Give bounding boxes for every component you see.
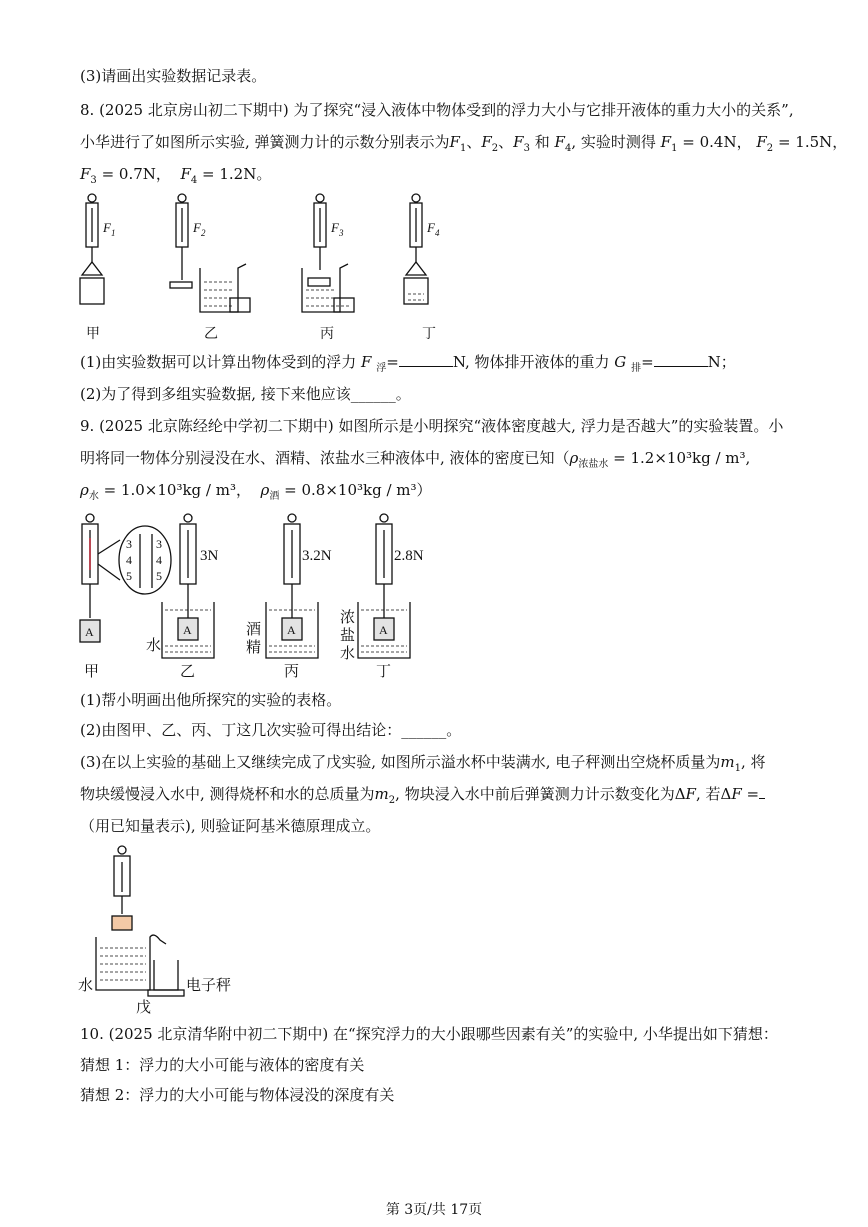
q9-part3-line3: （用已知量表示), 则验证阿基米德原理成立。 (80, 817, 381, 835)
svg-text:甲: 甲 (84, 664, 100, 680)
svg-text:2: 2 (201, 228, 206, 238)
svg-text:盐: 盐 (340, 628, 356, 644)
svg-text:3: 3 (126, 537, 132, 551)
q10-guess1: 猜想 1：浮力的大小可能与液体的密度有关 (80, 1056, 365, 1074)
svg-text:A: A (379, 623, 388, 637)
q9-stem-line2: 明将同一物体分别浸没在水、酒精、浓盐水三种液体中, 液体的密度已知（$\rho_{浓盐水} = 1.2\times 10^3kg / m^3$, (80, 449, 751, 470)
svg-text:4: 4 (126, 553, 132, 567)
q9-reading-ding: 2.8N (394, 548, 424, 564)
q9-part2: (2)由图甲、乙、丙、丁这几次实验可得出结论：______。 (80, 721, 462, 739)
q7-part3: (3)请画出实验数据记录表。 (80, 67, 267, 85)
svg-text:3: 3 (156, 537, 162, 551)
q9-part3-line2: 物块缓慢浸入水中, 测得烧杯和水的总质量为$m_2$, 物块浸入水中前后弹簧测力计示数变化为ΔF, 若ΔF = (80, 784, 765, 811)
svg-text:F: F (331, 220, 339, 235)
q9-wu-label: 戊 (136, 1000, 152, 1016)
svg-text:1: 1 (111, 228, 116, 238)
q8-label-jia: 甲 (86, 327, 100, 342)
q8-stem-line1: 8. (2025 北京房山初二下期中) 为了探究“浸入液体中物体受到的浮力大小与它排开液体的重力大小的关系”, (80, 101, 794, 119)
svg-text:F: F (193, 220, 201, 235)
q9-reading-bing: 3.2N (302, 548, 332, 564)
svg-text:浓: 浓 (340, 610, 356, 626)
svg-text:5: 5 (126, 569, 132, 583)
q9-part1: (1)帮小明画出他所探究的实验的表格。 (80, 691, 342, 709)
q9-part3-line1: (3)在以上实验的基础上又继续完成了戊实验, 如图所示溢水杯中装满水, 电子秤测出空烧杯质量为$m_1$, 将 (80, 753, 766, 774)
q8-part1: (1)由实验数据可以计算出物体受到的浮力 F $_浮$= N, 物体排开液体的重力 G $_排$= N； (80, 353, 736, 374)
q9-liquid-water: 水 (146, 638, 162, 654)
q9-figure-wu (74, 842, 254, 1022)
page-footer: 第 3页/共 17页 (385, 1202, 483, 1218)
q8-label-yi: 乙 (204, 327, 218, 342)
q9-reading-yi: 3N (200, 548, 219, 564)
svg-text:3: 3 (339, 228, 344, 238)
svg-text:A: A (287, 623, 296, 637)
svg-text:4: 4 (435, 228, 440, 238)
q10-guess2: 猜想 2：浮力的大小可能与物体浸没的深度有关 (80, 1086, 395, 1104)
q8-stem-line2: 小华进行了如图所示实验, 弹簧测力计的示数分别表示为$F_1$、$F_2$、$F_3$ 和 $F_4$, 实验时测得 $F_1 = 0.4N$， $F_2 = 1.5N$， (80, 133, 848, 154)
svg-text:F: F (427, 220, 435, 235)
svg-text:酒: 酒 (246, 622, 262, 638)
q8-label-ding: 丁 (422, 327, 436, 342)
q9-stem-line3: $\rho_水 = 1.0\times 10^3kg / m^3$， $\rho_酒 = 0.8\times 10^3kg / m^3$） (80, 481, 432, 502)
svg-text:A: A (85, 625, 94, 639)
q9-wu-scale: 电子秤 (186, 978, 232, 994)
svg-text:水: 水 (340, 646, 356, 662)
svg-text:精: 精 (246, 640, 262, 656)
q8-figure (70, 190, 530, 350)
svg-text:F: F (103, 220, 111, 235)
q9-figure (70, 510, 450, 680)
q8-stem-line3: $F_3 = 0.7N$， $F_4 = 1.2N$。 (80, 165, 272, 186)
svg-text:A: A (183, 623, 192, 637)
svg-text:4: 4 (156, 553, 162, 567)
svg-text:乙: 乙 (180, 664, 196, 680)
q9-wu-water: 水 (78, 978, 94, 994)
q8-label-bing: 丙 (320, 327, 334, 342)
q9-stem-line1: 9. (2025 北京陈经纶中学初二下期中) 如图所示是小明探究“液体密度越大, 浮力是否越大”的实验装置。小 (80, 417, 784, 435)
svg-text:丁: 丁 (376, 664, 392, 680)
q8-part2: (2)为了得到多组实验数据, 接下来他应该______。 (80, 385, 411, 403)
svg-text:5: 5 (156, 569, 162, 583)
svg-text:丙: 丙 (284, 664, 300, 680)
q10-stem: 10. (2025 北京清华附中初二下期中) 在“探究浮力的大小跟哪些因素有关”的实验中, 小华提出如下猜想： (80, 1025, 778, 1043)
